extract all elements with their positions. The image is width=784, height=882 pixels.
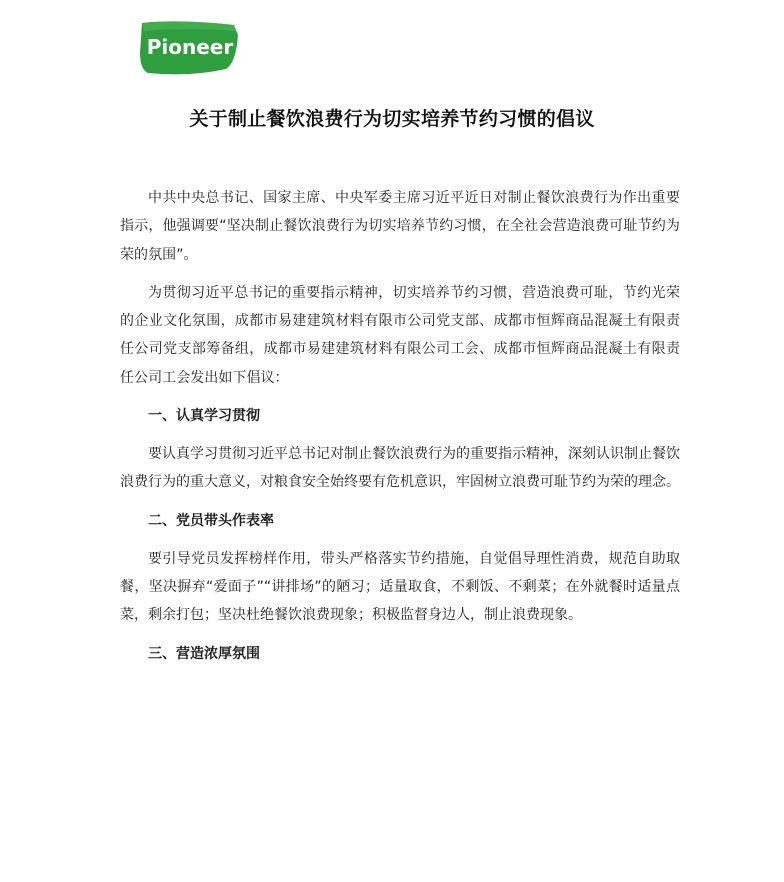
section-heading-2: 二、党员带头作表率	[148, 512, 274, 529]
logo-text: Pioneer	[146, 35, 234, 59]
section-body-1: 要认真学习贯彻习近平总书记对制止餐饮浪费行为的重要指示精神，深刻认识制止餐饮浪费行为的重大意义，对粮食安全始终要有危机意识，牢固树立浪费可耻节约为荣的理念。	[120, 446, 680, 491]
section-heading-1: 一、认真学习贯彻	[148, 408, 260, 425]
intro-paragraph-2: 为贯彻习近平总书记的重要指示精神，切实培养节约习惯，营造浪费可耻，节约光荣的企业文化氛围，成都市易建建筑材料有限市公司党支部、成都市恒辉商品混凝土有限责任公司党支部筹备组，成都市易建建筑材料有限公司工会、成都市恒辉商品混凝土有限责任公司工会发出如下倡议：	[120, 284, 680, 386]
section-heading-3: 三、营造浓厚氛围	[148, 645, 260, 662]
document-title: 关于制止餐饮浪费行为切实培养节约习惯的倡议	[189, 108, 595, 130]
pioneer-logo-mark	[138, 19, 238, 75]
document-body	[120, 184, 680, 668]
section-body-2: 要引导党员发挥榜样作用，带头严格落实节约措施，自觉倡导理性消费，规范自助取餐，坚决摒弃“爱面子”“讲排场”的陋习；适量取食，不剩饭、不剩菜；在外就餐时适量点菜，剩余打包；坚决杜绝餐饮浪费现象；积极监督身边人，制止浪费现象。	[120, 550, 680, 624]
pioneer-logo	[138, 19, 238, 75]
intro-paragraph-1: 中共中央总书记、国家主席、中央军委主席习近平近日对制止餐饮浪费行为作出重要指示，他强调要“坚决制止餐饮浪费行为切实培养节约习惯，在全社会营造浪费可耻节约为荣的氛围”。	[120, 190, 680, 263]
